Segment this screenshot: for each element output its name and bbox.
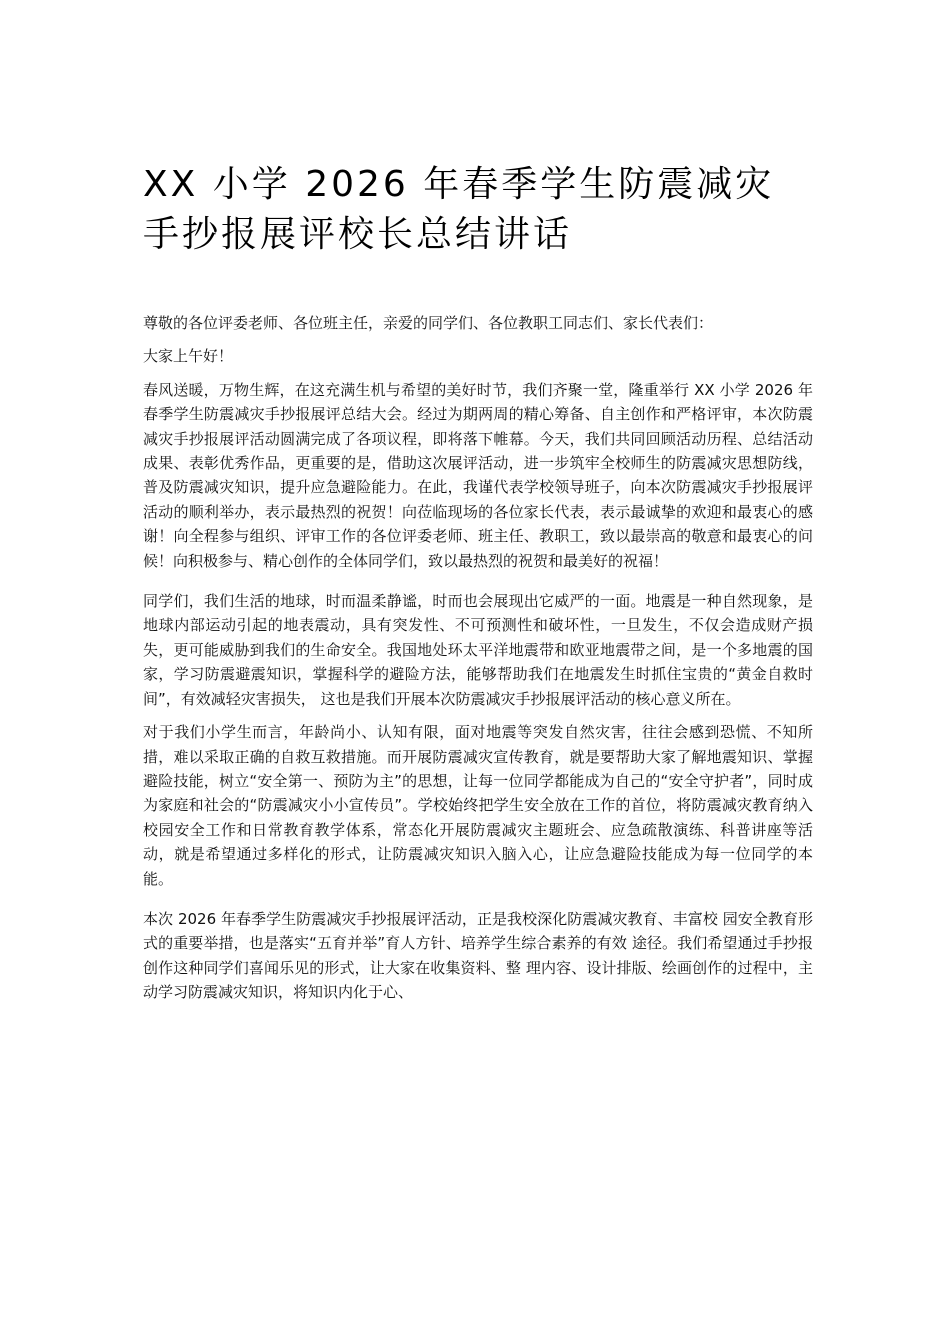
paragraph: 本次 2026 年春季学生防震减灾手抄报展评活动，正是我校深化防震减灾教育、丰富校 园安全教育形式的重要举措，也是落实“五育并举”育人方针、培养学生综合素养的有效 途径。我们希望通过手抄报创作这种同学们喜闻乐见的形式，让大家在收集资料、整 理内容、设计排版、绘画创作的过程中，主动学习防震减灾知识，将知识内化于心、	[143, 909, 813, 1002]
paragraph: 春风送暖，万物生辉，在这充满生机与希望的美好时节，我们齐聚一堂，隆重举行 XX 小学 2026 年春季学生防震减灾手抄报展评总结大会。经过为期两周的精心筹备、自主创作和严格评审，本次防震减灾手抄报展评活动圆满完成了各项议程，即将落下帷幕。今天，我们共同回顾活动历程、总结活动成果、表彰优秀作品，更重要的是，借助这次展评活动，进一步筑牢全校师生的防震减灾思想防线，普及防震减灾知识，提升应急避险能力。在此，我谨代表学校领导班子，向本次防震减灾手抄报展评活动的顺利举办，表示最热烈的祝贺！向莅临现场的各位家长代表，表示最诚挚的欢迎和最衷心的感谢！向全程参与组织、评审工作的各位评委老师、班主任、教职工，致以最崇高的敬意和最衷心的问候！向积极参与、精心创作的全体同学们，致以最热烈的祝贺和最美好的祝福！	[143, 380, 813, 570]
document-title: XX 小学 2026 年春季学生防震减灾 手抄报展评校长总结讲话	[143, 164, 775, 255]
paragraph: 同学们，我们生活的地球，时而温柔静谧，时而也会展现出它威严的一面。地震是一种自然现象，是地球内部运动引起的地表震动，具有突发性、不可预测性和破坏性，一旦发生，不仅会造成财产损失，更可能威胁到我们的生命安全。我国地处环太平洋地震带和欧亚地震带之间，是一个多地震的国家，学习防震避震知识，掌握科学的避险方法，能够帮助我们在地震发生时抓住宝贵的“黄金自救时间”，有效减轻灾害损失， 这也是我们开展本次防震减灾手抄报展评活动的核心意义所在。	[143, 592, 813, 708]
document-body	[143, 311, 813, 1005]
paragraph: 对于我们小学生而言，年龄尚小、认知有限，面对地震等突发自然灾害，往往会感到恐慌、不知所措，难以采取正确的自救互救措施。而开展防震减灾宣传教育，就是要帮助大家了解地震知识、掌握避险技能，树立“安全第一、预防为主”的思想，让每一位同学都能成为自己的“安全守护者”，同时成为家庭和社会的“防震减灾小小宣传员”。学校始终把学生安全放在工作的首位，将防震减灾教育纳入校园安全工作和日常教育教学体系，常态化开展防震减灾主题班会、应急疏散演练、科普讲座等活动，就是希望通过多样化的形式，让防震减灾知识入脑入心，让应急避险技能成为每一位同学的本能。	[143, 723, 813, 888]
greeting-line: 尊敬的各位评委老师、各位班主任，亲爱的同学们、各位教职工同志们、家长代表们：	[143, 314, 714, 332]
salutation-line: 大家上午好！	[143, 347, 234, 366]
